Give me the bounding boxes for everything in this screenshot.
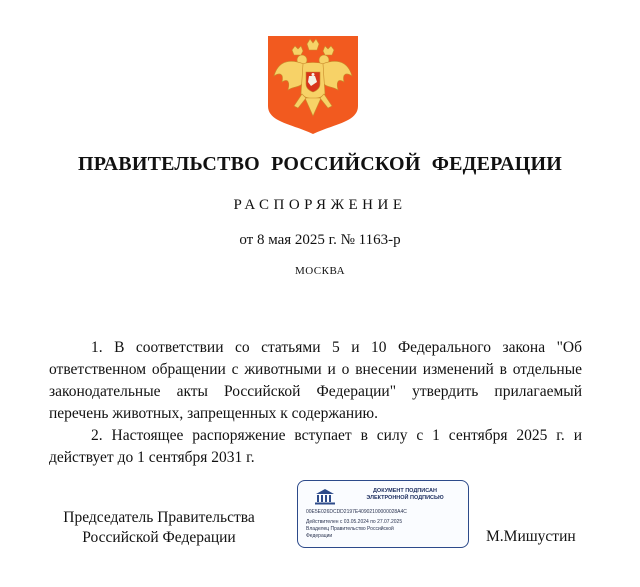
document-type: РАСПОРЯЖЕНИЕ [233, 197, 407, 213]
signature-stamp-title-line1: ДОКУМЕНТ ПОДПИСАН [373, 488, 437, 494]
russian-coat-of-arms-icon [268, 36, 358, 134]
signer-title-line1: Председатель Правительства [63, 509, 255, 526]
signature-stamp-title-line2: ЭЛЕКТРОННОЙ ПОДПИСЬЮ [366, 495, 444, 501]
signature-certificate: 00E5E026DCDD2197E40902100000028A4C [306, 509, 407, 515]
paragraph-1: 1. В соответствии со статьями 5 и 10 Федерального закона "Об ответственном обращении с животными и о внесении изменений в отдельные законодательные акты Российской Федерации" утвердить прилагаемый перечень животных, запрещенных к содержанию. [49, 339, 582, 422]
signature-owner-line2: Федерации [306, 533, 333, 539]
signature-owner-line1: Владелец Правительство Российской [306, 526, 394, 532]
signer-title-line2: Российской Федерации [82, 529, 236, 546]
signer-title [49, 508, 269, 548]
building-icon [314, 487, 336, 505]
paragraph-2: 2. Настоящее распоряжение вступает в силу с 1 сентября 2025 г. и действует до 1 сентября 2031 г. [49, 427, 582, 466]
signature-stamp-title [346, 488, 464, 502]
document-body [49, 337, 582, 469]
electronic-signature-stamp [297, 480, 469, 548]
document-city: МОСКВА [294, 265, 346, 277]
signature-validity: Действителен с 03.05.2024 по 27.07.2025 [306, 519, 403, 525]
signer-name: М.Мишустин [486, 528, 576, 545]
government-title: ПРАВИТЕЛЬСТВО РОССИЙСКОЙ ФЕДЕРАЦИИ [78, 153, 562, 175]
document-date-number: от 8 мая 2025 г. № 1163-р [239, 232, 401, 248]
